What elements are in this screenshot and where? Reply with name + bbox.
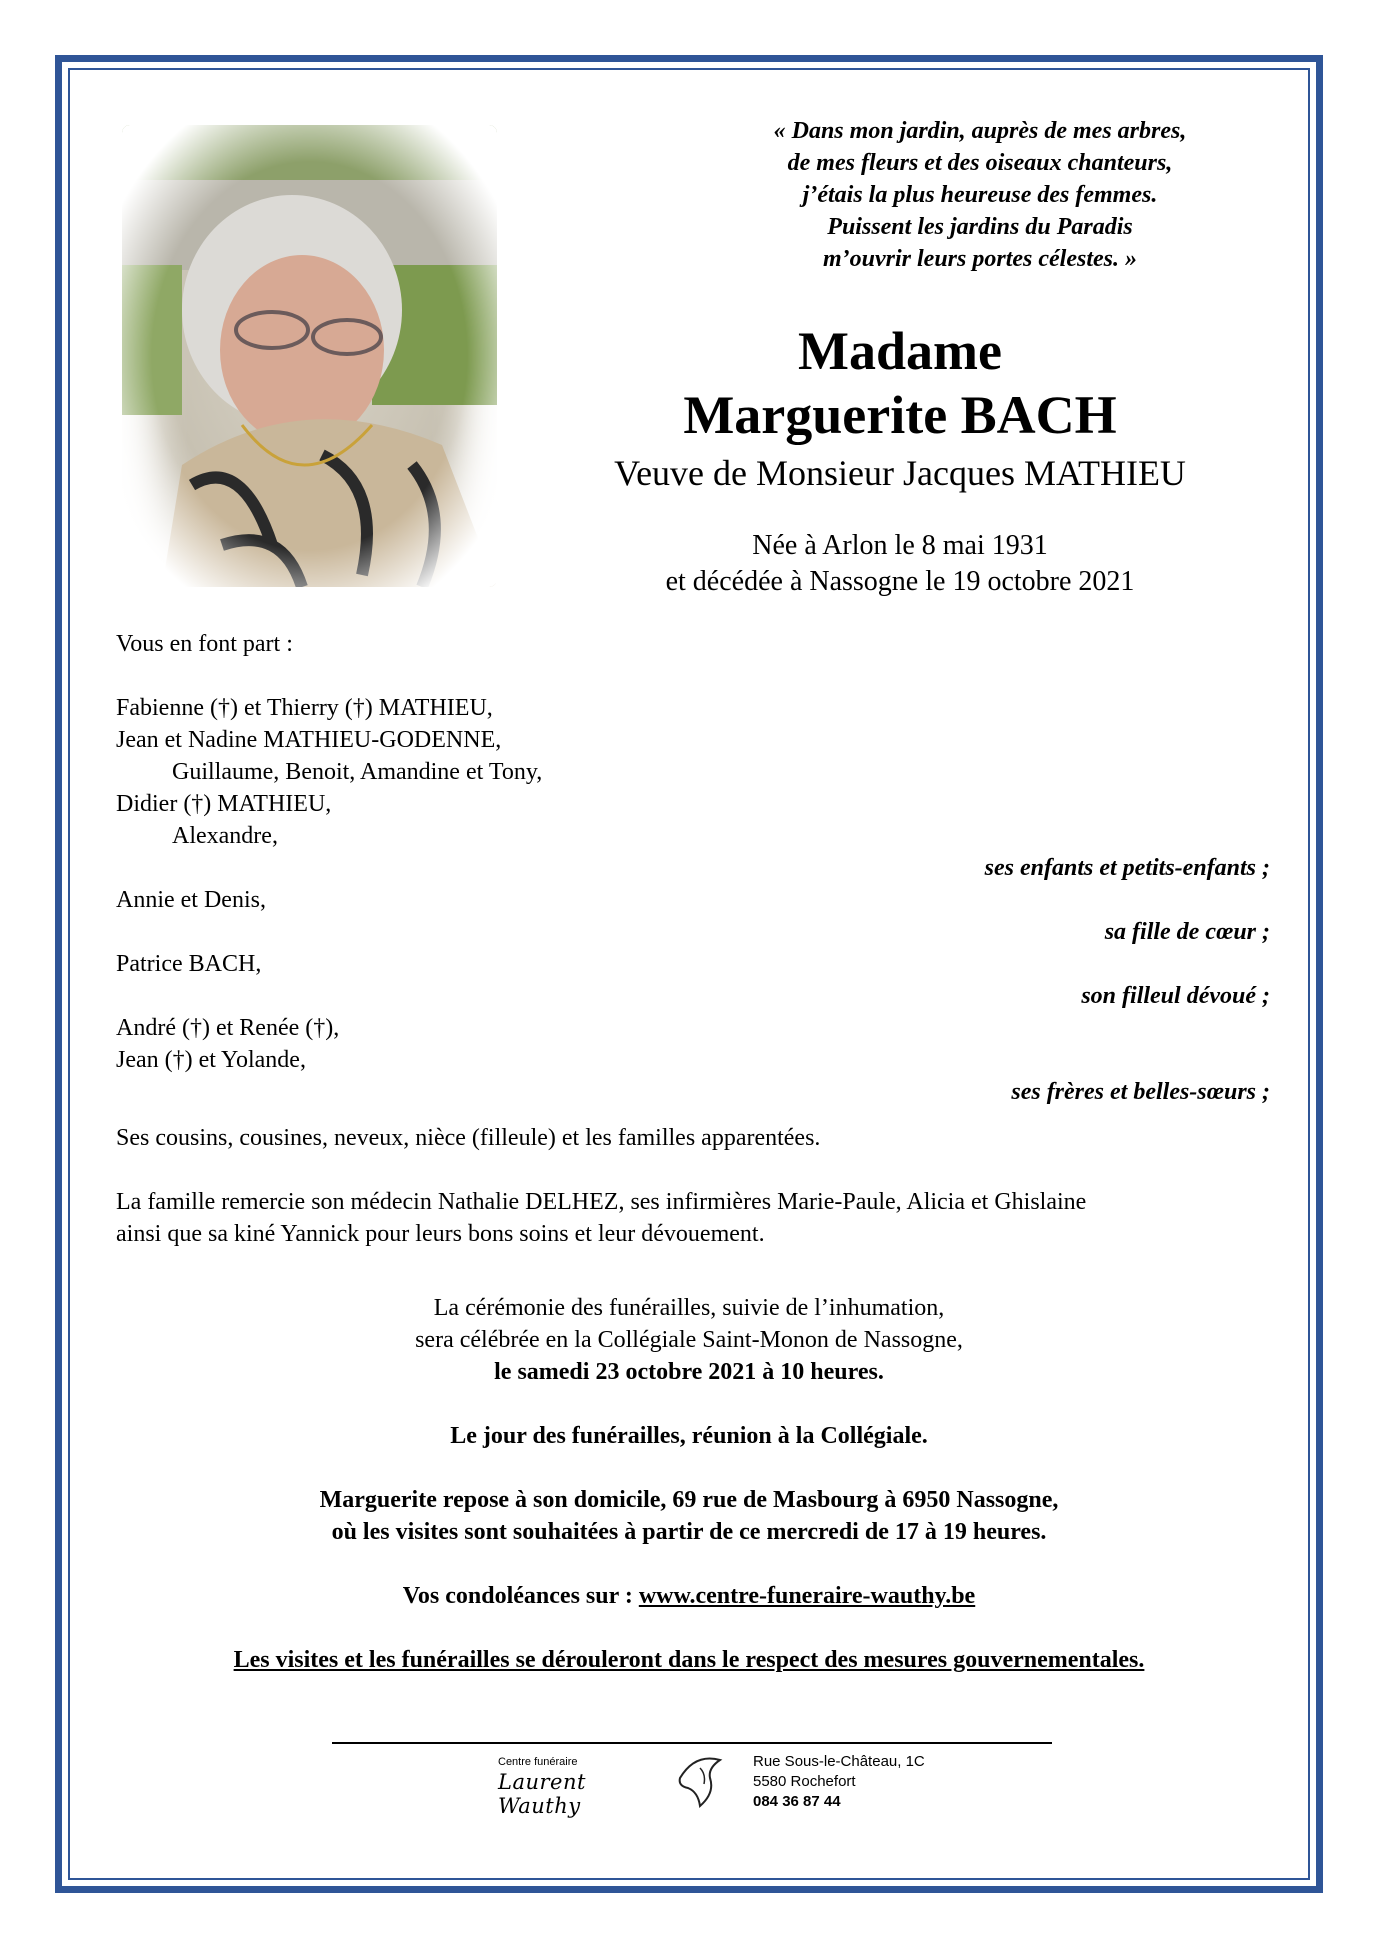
cousins-line: Ses cousins, cousines, neveux, nièce (filleule) et les familles apparentées. <box>116 1125 821 1151</box>
address-phone: 084 36 87 44 <box>753 1793 841 1810</box>
quote-line: m’ouvrir leurs portes célestes. » <box>823 246 1137 272</box>
portrait-photo <box>122 125 497 587</box>
condolences-line <box>100 1580 1278 1612</box>
funeral-home-logo <box>498 1756 668 1816</box>
ceremony-line: La cérémonie des funérailles, suivie de l’inhumation, <box>433 1295 945 1321</box>
ceremony-date: le samedi 23 octobre 2021 à 10 heures. <box>494 1359 884 1385</box>
portrait-illustration <box>122 125 497 587</box>
honorific: Madame <box>798 321 1002 381</box>
family-list-children <box>116 692 542 852</box>
relation-label-daughter: sa fille de cœur ; <box>1104 919 1270 945</box>
family-line: Didier (†) MATHIEU, <box>116 791 332 817</box>
life-dates <box>600 528 1200 600</box>
quote-line: de mes fleurs et des oiseaux chanteurs, <box>787 150 1173 176</box>
thanks-line: La famille remercie son médecin Nathalie DELHEZ, ses infirmières Marie-Paule, Alicia et Ghislaine <box>116 1189 1087 1215</box>
ceremony-block <box>100 1292 1278 1388</box>
dove-icon <box>670 1748 730 1817</box>
address-street: Rue Sous-le-Château, 1C <box>753 1753 925 1770</box>
thanks-paragraph <box>116 1186 1086 1250</box>
condolences-link[interactable]: www.centre-funeraire-wauthy.be <box>638 1583 976 1609</box>
birth-line: Née à Arlon le 8 mai 1931 <box>752 530 1048 561</box>
epitaph-quote <box>680 115 1280 275</box>
logo-script-text: Laurent Wauthy <box>498 1770 586 1818</box>
family-line: Alexandre, <box>172 823 278 849</box>
quote-line: j’étais la plus heureuse des femmes. <box>802 182 1158 208</box>
condolences-prefix: Vos condoléances sur : <box>402 1583 633 1609</box>
deceased-name: Marguerite BACH <box>683 385 1117 445</box>
family-line: Guillaume, Benoit, Amandine et Tony, <box>172 759 543 785</box>
meeting-line: Le jour des funérailles, réunion à la Collégiale. <box>450 1423 928 1449</box>
quote-line: Puissent les jardins du Paradis <box>827 214 1133 240</box>
thanks-line: ainsi que sa kiné Yannick pour leurs bons soins et leur dévouement. <box>116 1221 765 1247</box>
funeral-home-address <box>753 1752 925 1812</box>
family-line: Fabienne (†) et Thierry (†) MATHIEU, <box>116 695 493 721</box>
family-line: Jean et Nadine MATHIEU-GODENNE, <box>116 727 502 753</box>
rest-line: où les visites sont souhaitées à partir de ce mercredi de 17 à 19 heures. <box>331 1519 1047 1545</box>
widow-of: Veuve de Monsieur Jacques MATHIEU <box>614 453 1186 493</box>
announce-line: Vous en font part : <box>116 631 293 657</box>
relation-label-children: ses enfants et petits-enfants ; <box>984 855 1270 881</box>
logo-small-text: Centre funéraire <box>498 1756 578 1768</box>
family-list-siblings <box>116 1012 339 1076</box>
family-line: Patrice BACH, <box>116 951 262 977</box>
deceased-name-block <box>540 320 1260 496</box>
relation-label-siblings: ses frères et belles-sœurs ; <box>1011 1079 1270 1105</box>
ceremony-line: sera célébrée en la Collégiale Saint-Monon de Nassogne, <box>415 1327 963 1353</box>
death-line: et décédée à Nassogne le 19 octobre 2021 <box>665 566 1135 597</box>
family-line: André (†) et Renée (†), <box>116 1015 340 1041</box>
rest-line: Marguerite repose à son domicile, 69 rue de Masbourg à 6950 Nassogne, <box>319 1487 1059 1513</box>
relation-label-godson: son filleul dévoué ; <box>1081 983 1270 1009</box>
measures-notice: Les visites et les funérailles se dérouleront dans le respect des mesures gouvernementales. <box>233 1647 1145 1673</box>
quote-line: « Dans mon jardin, auprès de mes arbres, <box>773 118 1187 144</box>
family-line: Annie et Denis, <box>116 887 266 913</box>
address-city: 5580 Rochefort <box>753 1773 856 1790</box>
footer-divider <box>332 1742 1052 1744</box>
family-line: Jean (†) et Yolande, <box>116 1047 306 1073</box>
rest-block <box>100 1484 1278 1548</box>
